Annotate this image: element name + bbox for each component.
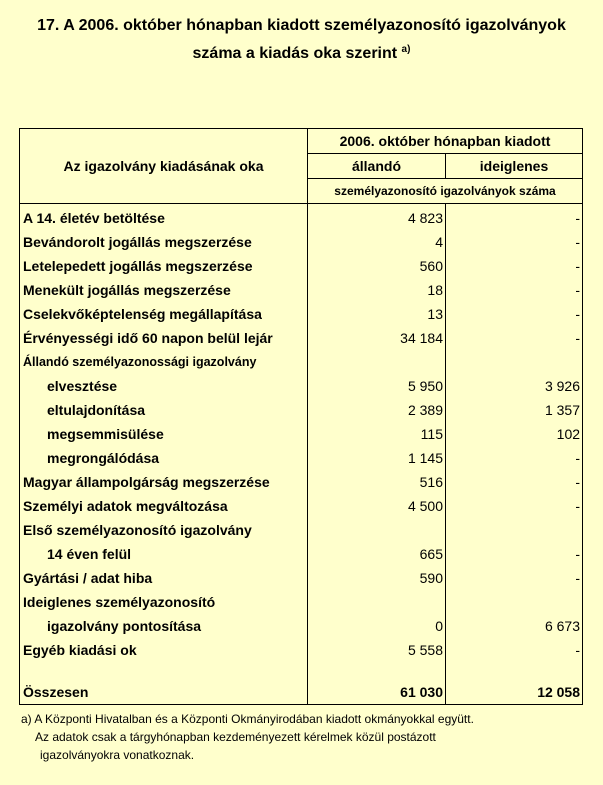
permanent-value: 665 (308, 542, 446, 566)
temporary-value: - (446, 566, 583, 590)
table-row (20, 278, 583, 302)
temporary-value: - (446, 446, 583, 470)
table-row (20, 518, 583, 542)
row-label: Menekült jogállás megszerzése (20, 278, 308, 302)
table-row (20, 326, 583, 350)
title-line-2-text: száma a kiadás oka szerint (192, 45, 398, 62)
row-label: elvesztése (20, 374, 308, 398)
row-label: Első személyazonosító igazolvány (20, 518, 308, 542)
temporary-value: - (446, 230, 583, 254)
permanent-value: 560 (308, 254, 446, 278)
footnote-line-1: a) A Központi Hivatalban és a Központi Okmányirodában kiadott okmányokkal együtt. (21, 712, 474, 726)
table-row (20, 470, 583, 494)
permanent-value: 4 500 (308, 494, 446, 518)
title-footnote-mark: a) (401, 44, 411, 55)
total-permanent: 61 030 (308, 680, 446, 705)
title-line-1: 17. A 2006. október hónapban kiadott személyazonosító igazolványok (37, 17, 566, 34)
table-title (0, 14, 603, 66)
temporary-header: ideiglenes (446, 154, 583, 179)
temporary-value: 3 926 (446, 374, 583, 398)
temporary-value: 1 357 (446, 398, 583, 422)
row-label: Magyar állampolgárság megszerzése (20, 470, 308, 494)
data-table (19, 128, 583, 705)
temporary-value: - (446, 470, 583, 494)
temporary-value: - (446, 638, 583, 662)
permanent-value: 5 950 (308, 374, 446, 398)
permanent-header: állandó (308, 154, 446, 179)
permanent-value (308, 590, 446, 614)
permanent-value (308, 518, 446, 542)
temporary-value: - (446, 326, 583, 350)
table-row (20, 566, 583, 590)
permanent-value: 2 389 (308, 398, 446, 422)
spacer-cell (446, 662, 583, 680)
temporary-value: - (446, 494, 583, 518)
row-label: A 14. életév betöltése (20, 204, 308, 231)
permanent-value: 34 184 (308, 326, 446, 350)
table-row (20, 302, 583, 326)
row-label: Gyártási / adat hiba (20, 566, 308, 590)
row-label: Egyéb kiadási ok (20, 638, 308, 662)
table-row (20, 590, 583, 614)
row-label: Személyi adatok megváltozása (20, 494, 308, 518)
table-row (20, 614, 583, 638)
table-row (20, 638, 583, 662)
temporary-value (446, 590, 583, 614)
table-row (20, 398, 583, 422)
temporary-value: - (446, 302, 583, 326)
title-line-2 (0, 38, 603, 66)
table-row (20, 542, 583, 566)
row-label: Ideiglenes személyazonosító (20, 590, 308, 614)
temporary-value: - (446, 278, 583, 302)
temporary-value (446, 518, 583, 542)
temporary-value: 6 673 (446, 614, 583, 638)
temporary-value: - (446, 254, 583, 278)
row-label: eltulajdonítása (20, 398, 308, 422)
table-row (20, 230, 583, 254)
spacer-cell (20, 662, 308, 680)
total-row (20, 680, 583, 705)
permanent-value: 18 (308, 278, 446, 302)
row-label: Állandó személyazonossági igazolvány (20, 350, 308, 374)
table-row (20, 350, 583, 374)
row-label: Érvényességi idő 60 napon belül lejár (20, 326, 308, 350)
total-label: Összesen (20, 680, 308, 705)
spacer-row (20, 662, 583, 680)
temporary-value: 102 (446, 422, 583, 446)
period-header: 2006. október hónapban kiadott (308, 129, 583, 154)
permanent-value: 115 (308, 422, 446, 446)
table-row (20, 422, 583, 446)
row-label: 14 éven felül (20, 542, 308, 566)
permanent-value (308, 350, 446, 374)
permanent-value: 590 (308, 566, 446, 590)
row-label: megsemmisülése (20, 422, 308, 446)
row-label: Cselekvőképtelenség megállapítása (20, 302, 308, 326)
reason-header: Az igazolvány kiadásának oka (20, 129, 308, 204)
permanent-value: 1 145 (308, 446, 446, 470)
permanent-value: 4 823 (308, 204, 446, 231)
permanent-value: 5 558 (308, 638, 446, 662)
table-row (20, 204, 583, 231)
footnote-line-2: Az adatok csak a tárgyhónapban kezdeményezett kérelmek közül postázott (35, 730, 436, 744)
table-row (20, 254, 583, 278)
unit-header: személyazonosító igazolványok száma (308, 179, 583, 204)
table-row (20, 446, 583, 470)
row-label: Bevándorolt jogállás megszerzése (20, 230, 308, 254)
spacer-cell (308, 662, 446, 680)
temporary-value: - (446, 542, 583, 566)
row-label: megrongálódása (20, 446, 308, 470)
temporary-value: - (446, 204, 583, 231)
footnote-line-3: igazolványokra vonatkoznak. (40, 748, 195, 762)
permanent-value: 516 (308, 470, 446, 494)
permanent-value: 4 (308, 230, 446, 254)
total-temporary: 12 058 (446, 680, 583, 705)
permanent-value: 0 (308, 614, 446, 638)
table-row (20, 374, 583, 398)
row-label: Letelepedett jogállás megszerzése (20, 254, 308, 278)
permanent-value: 13 (308, 302, 446, 326)
row-label: igazolvány pontosítása (20, 614, 308, 638)
temporary-value (446, 350, 583, 374)
table-row (20, 494, 583, 518)
